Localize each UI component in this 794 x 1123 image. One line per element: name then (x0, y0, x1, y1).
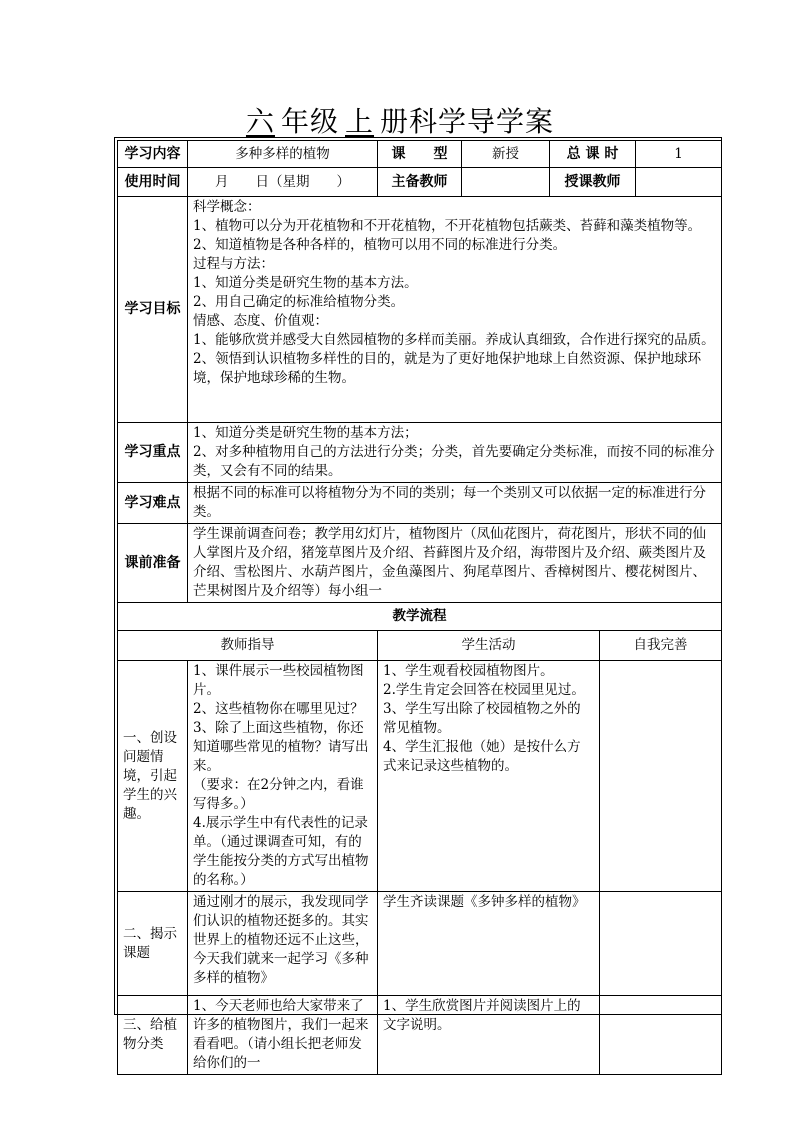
stage-1: 一、创设问题情境，引起学生的兴趣。 (118, 661, 188, 892)
student-line: 学生齐读课题《多钟多样的植物》 (383, 894, 586, 910)
self-2 (600, 892, 722, 996)
prep-label: 课前准备 (118, 524, 188, 603)
title-middle: 年级 (280, 105, 339, 138)
title-term: 上 (345, 105, 375, 138)
flow-row-3 (118, 996, 722, 1075)
total-label: 总 课 时 (550, 141, 636, 168)
self-1 (600, 661, 722, 892)
student-1 (378, 661, 600, 892)
flow-row-1 (118, 661, 722, 892)
key-point-line: 1、知道分类是研究生物的基本方法； (193, 425, 418, 441)
goals-content (188, 197, 722, 423)
key-points-row (118, 423, 722, 483)
main-teacher-label: 主备教师 (378, 168, 462, 197)
prep-content (188, 524, 722, 603)
flow-heading-row (118, 603, 722, 631)
student-line: 1、学生观看校园植物图片。 (383, 663, 554, 679)
goals-line: 2、领悟到认识植物多样性的目的，就是为了更好地保护地球上自然资源、保护地球环境，保护地球珍稀的生物。 (193, 351, 702, 386)
key-point-line: 2、对多种植物用自己的方法进行分类；分类，首先要确定分类标准，而按不同的标准分类，又会有不同的结果。 (193, 444, 715, 479)
student-2 (378, 892, 600, 996)
page-title (0, 100, 794, 140)
student-line: 2.学生肯定会回答在校园里见过。 (383, 682, 585, 698)
goals-line: 2、知道植物是各种各样的，植物可以用不同的标准进行分类。 (193, 237, 567, 253)
type-value: 新授 (462, 141, 550, 168)
teacher-line: （要求：在2分钟之内，看谁写得多。） (193, 777, 364, 812)
time-label: 使用时间 (118, 168, 188, 197)
goals-label: 学习目标 (118, 197, 188, 423)
difficulty-content: 根据不同的标准可以将植物分为不同的类别；每一个类别又可以依据一定的标准进行分类。 (188, 483, 722, 524)
goals-line: 情感、态度、价值观： (193, 313, 328, 329)
stage-3: 三、给植物分类 (118, 996, 188, 1075)
main-teacher-value (462, 168, 550, 197)
goals-line: 2、用自己确定的标准给植物分类。 (193, 294, 405, 310)
teacher-2 (188, 892, 378, 996)
col-self: 自我完善 (600, 631, 722, 661)
difficulty-label: 学习难点 (118, 483, 188, 524)
flow-heading: 教学流程 (118, 603, 722, 631)
teacher-line: 4.展示学生中有代表性的记录单。（通过课调查可知，有的学生能按分类的方式写出植物的名称。） (193, 815, 369, 888)
prep-text: 学生课前调查问卷；教学用幻灯片，植物图片（凤仙花图片，荷花图片，形状不同的仙人掌图片及介绍，猪笼草图片及介绍、苔藓图片及介绍，海带图片及介绍、蕨类图片及介绍、雪松图片、水葫芦图片，金鱼藻图片、狗尾草图片、香樟树图片、樱花树图片、芒果树图片及介绍等）每小组一 (193, 526, 706, 599)
self-3 (600, 996, 722, 1075)
student-line: 3、学生写出除了校园植物之外的常见植物。 (383, 701, 581, 736)
total-value: 1 (636, 141, 722, 168)
teacher-line: 3、除了上面这些植物，你还知道哪些常见的植物？请写出来。 (193, 720, 369, 774)
goals-line: 1、知道分类是研究生物的基本方法。 (193, 275, 418, 291)
key-points-label: 学习重点 (118, 423, 188, 483)
teacher-value (636, 168, 722, 197)
teacher-label: 授课教师 (550, 168, 636, 197)
flow-row-2 (118, 892, 722, 996)
teacher-line: 2、这些植物你在哪里见过？ (193, 701, 364, 717)
teacher-line: 1、课件展示一些校园植物图片。 (193, 663, 364, 698)
prep-row (118, 524, 722, 603)
teacher-line: 通过刚才的展示，我发现同学们认识的植物还挺多的。其实世界上的植物还远不止这些，今天我们就来一起学习《多种多样的植物》 (193, 894, 369, 986)
lesson-plan-table (117, 140, 722, 1075)
title-suffix: 册科学导学案 (380, 105, 555, 138)
content-label: 学习内容 (118, 141, 188, 168)
student-line: 4、学生汇报他（她）是按什么方式来记录这些植物的。 (383, 739, 581, 774)
title-grade: 六 (245, 105, 275, 138)
goals-row (118, 197, 722, 423)
goals-line: 1、能够欣赏并感受大自然园植物的多样而美丽。养成认真细致，合作进行探究的品质。 (193, 332, 715, 348)
flow-columns-row (118, 631, 722, 661)
stage-2: 二、揭示课题 (118, 892, 188, 996)
info-row-1 (118, 141, 722, 168)
goals-line: 1、植物可以分为开花植物和不开花植物，不开花植物包括蕨类、苔藓和藻类植物等。 (193, 218, 702, 234)
type-label: 课 型 (378, 141, 462, 168)
info-row-2 (118, 168, 722, 197)
student-3 (378, 996, 600, 1075)
col-student: 学生活动 (378, 631, 600, 661)
col-teacher: 教师指导 (118, 631, 378, 661)
content-value: 多种多样的植物 (188, 141, 378, 168)
key-points-content (188, 423, 722, 483)
teacher-3 (188, 996, 378, 1075)
student-line: 1、学生欣赏图片并阅读图片上的文字说明。 (383, 998, 581, 1033)
goals-line: 科学概念： (193, 199, 261, 215)
teacher-line: 1、今天老师也给大家带来了许多的植物图片，我们一起来看看吧。（请小组长把老师发给你们的一 (193, 998, 369, 1071)
goals-line: 过程与方法： (193, 256, 274, 272)
teacher-1 (188, 661, 378, 892)
time-value: 月 日（星期 ） (188, 168, 378, 197)
difficulty-row (118, 483, 722, 524)
